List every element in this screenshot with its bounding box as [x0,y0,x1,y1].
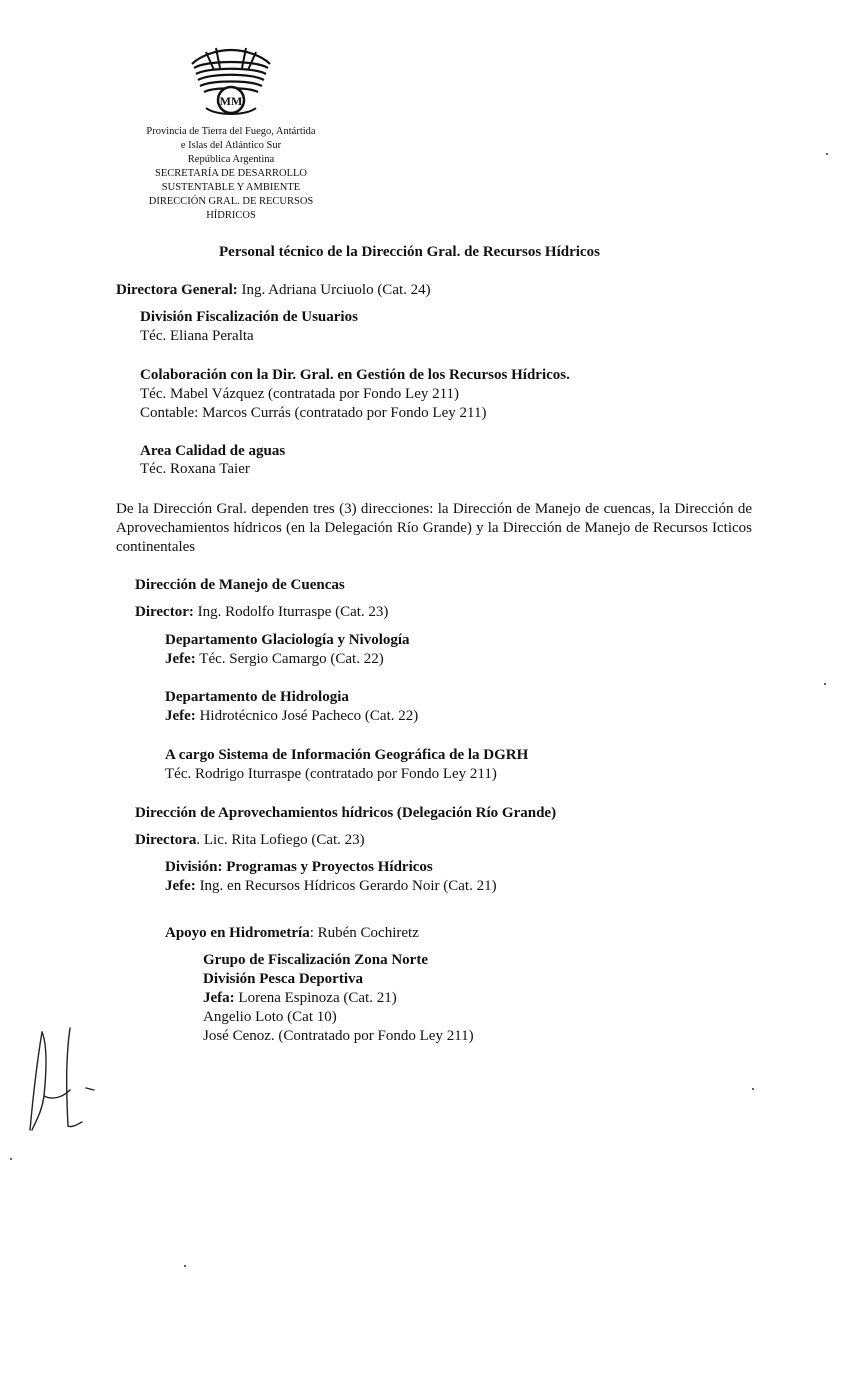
glaciologia-jefe-line [165,651,384,668]
provincial-seal-logo [186,42,276,120]
document-title: Personal técnico de la Dirección Gral. de Recursos Hídricos [219,244,600,260]
scan-speck [184,1265,186,1267]
pesca-jefa-label: Jefa: [203,990,235,1006]
programas-jefe-value: Ing. en Recursos Hídricos Gerardo Noir (Cat. 21) [195,878,497,894]
scan-speck [10,1158,12,1160]
colaboracion-staff: Téc. Mabel Vázquez (contratada por Fondo Ley 211) [140,386,460,402]
header-org-line: DIRECCIÓN GRAL. DE RECURSOS [148,196,314,207]
pesca-jefa-line [203,990,397,1007]
aprovechamientos-director-value: . Lic. Rita Lofiego (Cat. 23) [196,832,365,848]
header-org-line: Provincia de Tierra del Fuego, Antártida [146,126,316,137]
aprovechamientos-heading: Dirección de Aprovechamientos hídricos (Delegación Río Grande) [135,805,557,821]
director-general-label: Directora General: [116,282,238,298]
aprovechamientos-director-line [135,832,365,849]
area-calidad-heading: Area Calidad de aguas [140,443,286,459]
manejo-cuencas-director-line [135,604,388,621]
header-org-line: SUSTENTABLE Y AMBIENTE [161,182,301,193]
pesca-jefa-value: Lorena Espinoza (Cat. 21) [234,990,397,1006]
header-org-line: HÍDRICOS [206,210,256,221]
glaciologia-jefe-value: Téc. Sergio Camargo (Cat. 22) [195,651,384,667]
programas-jefe-label: Jefe: [165,878,196,894]
director-general-value: Ing. Adriana Urciuolo (Cat. 24) [237,282,431,298]
hidrologia-jefe-value: Hidrotécnico José Pacheco (Cat. 22) [195,708,419,724]
handwritten-signature [22,1026,102,1138]
hidrometria-line [165,925,419,942]
pesca-staff: José Cenoz. (Contratado por Fondo Ley 211) [203,1028,474,1044]
hidrometria-label: Apoyo en Hidrometría [165,925,310,941]
sig-heading: A cargo Sistema de Información Geográfica de la DGRH [165,747,529,763]
manejo-cuencas-director-value: Ing. Rodolfo Iturraspe (Cat. 23) [193,604,389,620]
manejo-cuencas-director-label: Director: [135,604,194,620]
pesca-deportiva-heading: División Pesca Deportiva [203,971,363,987]
division-fiscalizacion-staff: Téc. Eliana Peralta [140,328,254,344]
colaboracion-staff: Contable: Marcos Currás (contratado por Fondo Ley 211) [140,405,487,421]
hidrologia-jefe-line [165,708,418,725]
division-fiscalizacion-heading: División Fiscalización de Usuarios [140,309,358,325]
scan-speck [824,683,826,685]
hidrometria-value: : Rubén Cochiretz [309,925,419,941]
sig-staff: Téc. Rodrigo Iturraspe (contratado por Fondo Ley 211) [165,766,497,782]
hidrologia-heading: Departamento de Hidrologia [165,689,349,705]
director-general-line [116,282,431,299]
glaciologia-jefe-label: Jefe: [165,651,196,667]
scan-speck [826,153,828,155]
programas-jefe-line [165,878,497,895]
colaboracion-heading: Colaboración con la Dir. Gral. en Gestión de los Recursos Hídricos. [140,367,570,383]
area-calidad-staff: Téc. Roxana Taier [140,461,250,477]
seal-lettering: MM [219,94,243,108]
header-org-line: República Argentina [187,154,275,165]
aprovechamientos-director-label: Directora [135,832,197,848]
programas-heading: División: Programas y Proyectos Hídricos [165,859,433,875]
hidrologia-jefe-label: Jefe: [165,708,196,724]
header-org-line: SECRETARÍA DE DESARROLLO [155,168,307,179]
pesca-staff: Angelio Loto (Cat 10) [203,1009,337,1025]
manejo-cuencas-heading: Dirección de Manejo de Cuencas [135,577,345,593]
scan-speck [752,1088,754,1090]
glaciologia-heading: Departamento Glaciología y Nivología [165,632,410,648]
intro-paragraph: De la Dirección Gral. dependen tres (3) direcciones: la Dirección de Manejo de cuencas, la Dirección de Aprovechamientos hídricos (en la Delegación Río Grande) y la Dirección de Manejo de Recursos Icticos continentales [116,501,752,555]
fiscalizacion-norte-heading: Grupo de Fiscalización Zona Norte [203,952,428,968]
header-org-line: e Islas del Atlántico Sur [180,140,282,151]
